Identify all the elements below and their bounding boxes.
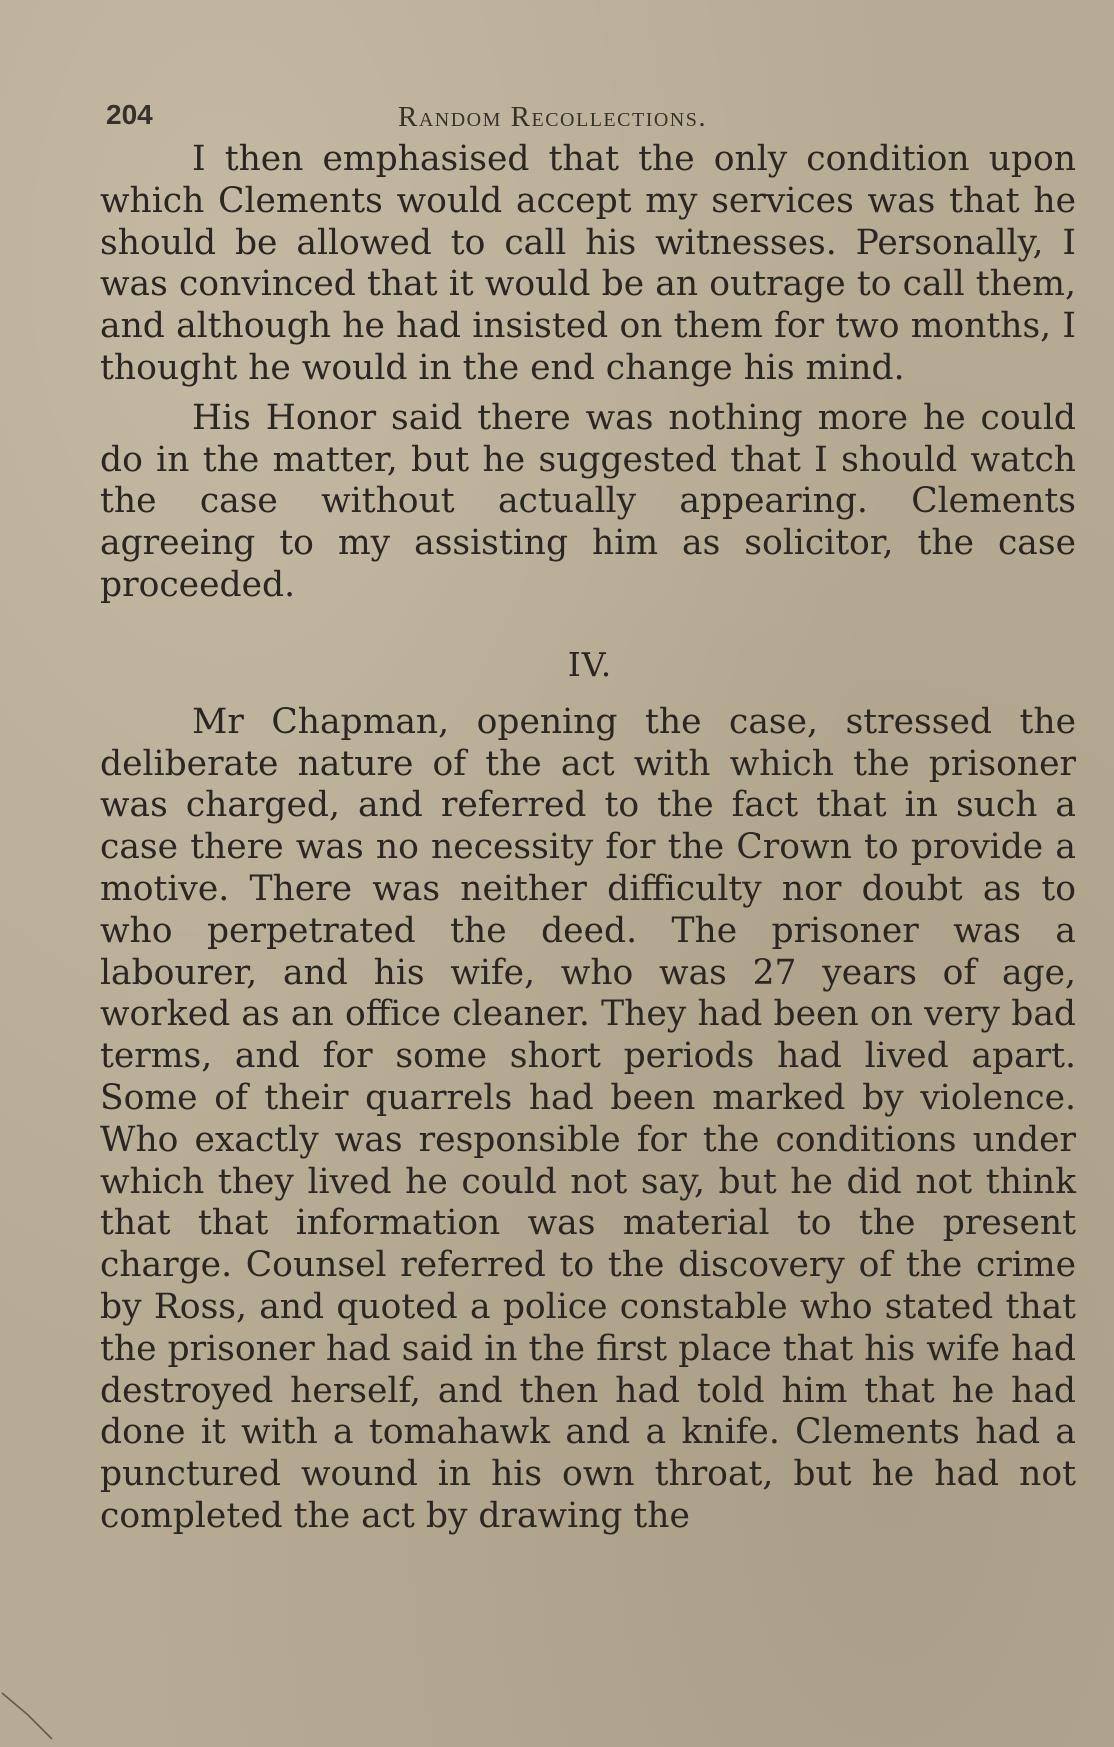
paragraph: Mr Chapman, opening the case, stressed the deliberate nature of the act with which the prisoner was charged, and referred to the fact that in such a case there was no necessity for the Crown to provide a motive. There was neither difficulty nor doubt as to who perpetrated the deed. The prisoner was a labourer, and his wife, who was 27 years of age, worked as an office cleaner. They had been on very bad terms, and for some short periods had lived apart. Some of their quarrels had been marked by violence. Who exactly was responsible for the conditions under which they lived he could not say, but he did not think that that information was material to the present charge. Counsel referred to the discovery of the crime by Ross, and quoted a police constable who stated that the prisoner had said in the first place that his wife had destroyed herself, and then had told him that he had done it with a tomahawk and a knife. Clements had a punctured wound in his own throat, but he had not completed the act by drawing the <box>100 701 1076 1536</box>
running-title: Random Recollections. <box>398 101 708 133</box>
page-number: 204 <box>106 99 153 130</box>
page-body <box>100 139 1076 1538</box>
book-page <box>100 95 1076 1538</box>
page-corner-crease-icon <box>0 1685 60 1745</box>
paragraph: I then emphasised that the only condition upon which Clements would accept my services was that he should be allowed to call his witnesses. Personally, I was convinced that it would be an outrage to call them, and although he had insisted on them for two months, I thought he would in the end change his mind. <box>100 139 1076 388</box>
paragraph: His Honor said there was nothing more he could do in the matter, but he suggested that I should watch the case without actually appearing. Clements agreeing to my assisting him as solicitor, the case proceeded. <box>100 397 1076 605</box>
running-header <box>100 95 1076 139</box>
section-heading: IV. <box>567 644 613 684</box>
